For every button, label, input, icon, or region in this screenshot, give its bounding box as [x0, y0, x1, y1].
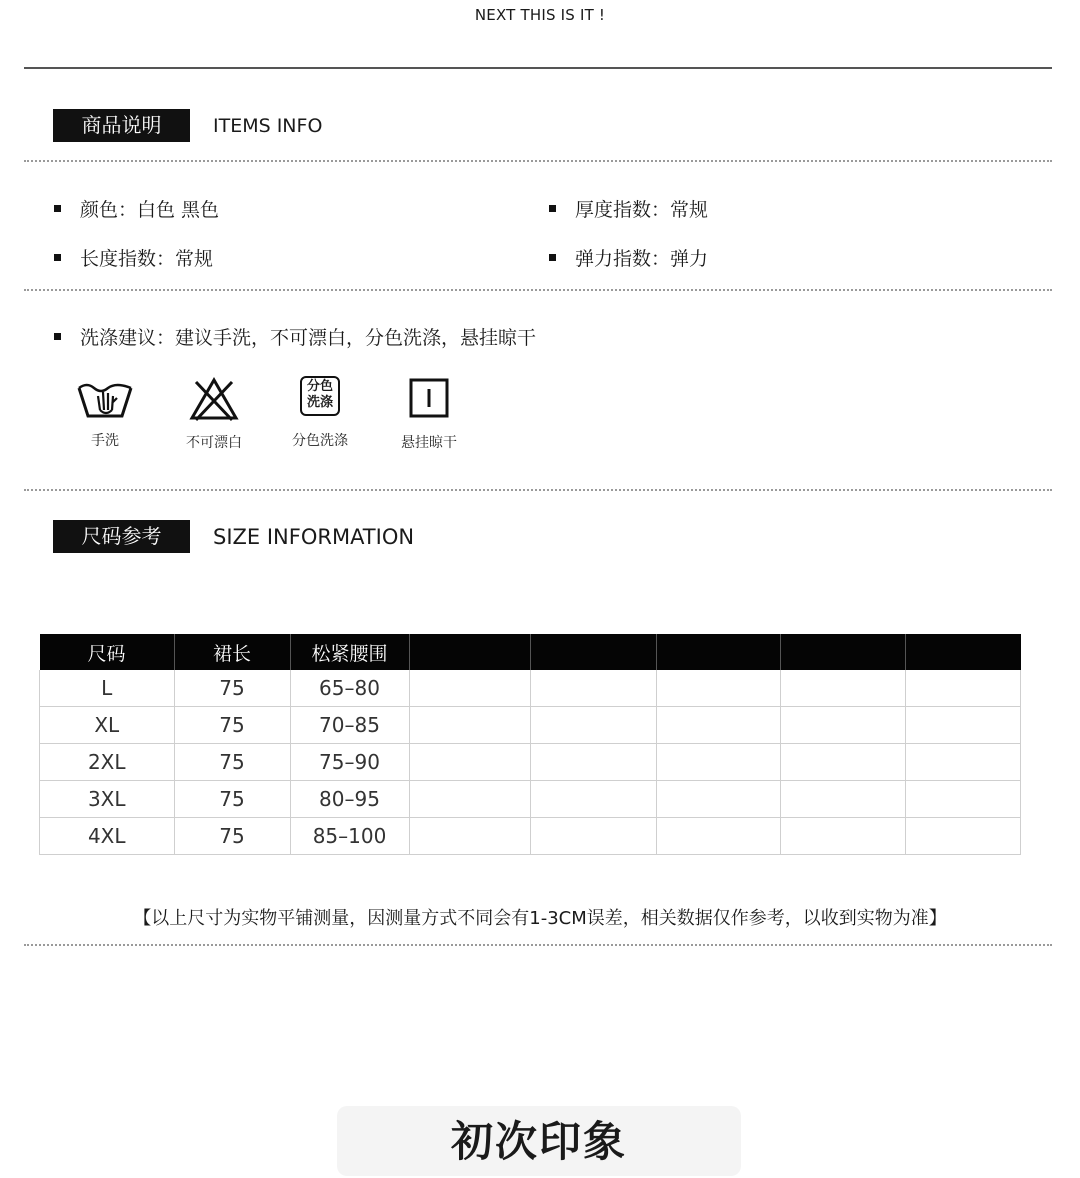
table-row	[40, 707, 1021, 744]
size-cell: L	[40, 670, 175, 707]
header-cell	[780, 634, 905, 670]
hang-dry-icon	[408, 376, 450, 420]
wash-advice-text: 洗涤建议：建议手洗，不可漂白，分色洗涤，悬挂晾干	[80, 327, 537, 349]
section-divider	[24, 944, 1052, 946]
bullet-icon	[549, 205, 556, 212]
banner-title: 初次印象	[450, 1117, 627, 1166]
size-cell: XL	[40, 707, 175, 744]
waist-cell: 70–85	[290, 707, 409, 744]
bullet-icon	[549, 254, 556, 261]
table-cell	[905, 744, 1021, 781]
size-cell: 2XL	[40, 744, 175, 781]
header-cell	[409, 634, 530, 670]
table-cell	[780, 818, 905, 855]
length-cell: 75	[174, 744, 290, 781]
table-cell	[780, 707, 905, 744]
table-cell	[530, 781, 656, 818]
care-label: 手洗	[91, 433, 119, 449]
bullet-icon	[54, 333, 61, 340]
size-info-title: SIZE INFORMATION	[213, 525, 415, 549]
table-cell	[656, 818, 780, 855]
table-cell	[530, 744, 656, 781]
table-cell	[656, 744, 780, 781]
separate-wash-icon	[300, 376, 340, 416]
waist-cell: 75–90	[290, 744, 409, 781]
length-cell: 75	[174, 707, 290, 744]
table-row	[40, 744, 1021, 781]
bullet-icon	[54, 254, 61, 261]
table-row	[40, 781, 1021, 818]
header-cell	[905, 634, 1021, 670]
separate-wash-icon-text: 洗涤	[306, 395, 333, 410]
table-cell	[530, 670, 656, 707]
bullet-icon	[54, 205, 61, 212]
header-cell	[656, 634, 780, 670]
care-item-hand-wash	[65, 376, 145, 450]
hand-wash-icon	[76, 376, 134, 424]
header-cell	[530, 634, 656, 670]
attribute-text: 弹力指数：弹力	[575, 248, 709, 270]
size-note: 【以上尺寸为实物平铺测量，因测量方式不同会有1-3CM误差，相关数据仅作参考，以收到实物为准】	[133, 908, 947, 929]
separate-wash-icon-text: 分色	[306, 379, 333, 394]
table-cell	[656, 670, 780, 707]
table-cell	[780, 781, 905, 818]
size-info-badge: 尺码参考	[53, 520, 190, 553]
table-cell	[409, 781, 530, 818]
header-cell: 松紧腰围	[290, 634, 409, 670]
header-divider	[24, 67, 1052, 69]
items-info-badge: 商品说明	[53, 109, 190, 142]
care-label: 悬挂晾干	[401, 435, 457, 451]
attribute-text: 长度指数：常规	[80, 248, 214, 270]
size-cell: 4XL	[40, 818, 175, 855]
impression-banner	[337, 1106, 741, 1176]
wash-advice	[54, 323, 536, 350]
attribute-length	[54, 244, 213, 271]
waist-cell: 65–80	[290, 670, 409, 707]
attribute-color	[54, 195, 219, 222]
page-title: NEXT THIS IS IT !	[474, 6, 606, 24]
section-divider	[24, 289, 1052, 291]
header-cell: 裙长	[174, 634, 290, 670]
table-cell	[656, 781, 780, 818]
table-cell	[409, 818, 530, 855]
care-label: 不可漂白	[186, 435, 242, 451]
table-cell	[780, 670, 905, 707]
items-info-title: ITEMS INFO	[213, 115, 323, 137]
care-item-hang-dry	[389, 376, 469, 452]
section-divider	[24, 160, 1052, 162]
attribute-text: 厚度指数：常规	[575, 199, 709, 221]
attribute-text: 颜色：白色 黑色	[80, 199, 220, 221]
care-item-no-bleach	[174, 376, 254, 452]
size-table	[39, 634, 1021, 855]
care-item-separate-wash	[280, 376, 360, 450]
table-cell	[905, 670, 1021, 707]
header-cell: 尺码	[40, 634, 175, 670]
table-cell	[530, 818, 656, 855]
waist-cell: 80–95	[290, 781, 409, 818]
size-cell: 3XL	[40, 781, 175, 818]
care-label: 分色洗涤	[292, 433, 348, 449]
length-cell: 75	[174, 781, 290, 818]
table-cell	[409, 707, 530, 744]
attribute-elasticity	[549, 244, 708, 271]
length-cell: 75	[174, 670, 290, 707]
table-cell	[905, 707, 1021, 744]
attribute-thickness	[549, 195, 708, 222]
table-row	[40, 818, 1021, 855]
table-cell	[530, 707, 656, 744]
table-cell	[905, 781, 1021, 818]
table-cell	[905, 818, 1021, 855]
table-cell	[409, 744, 530, 781]
size-table-header	[40, 634, 1021, 670]
section-divider	[24, 489, 1052, 491]
table-cell	[780, 744, 905, 781]
no-bleach-icon	[188, 376, 240, 424]
table-cell	[409, 670, 530, 707]
waist-cell: 85–100	[290, 818, 409, 855]
table-cell	[656, 707, 780, 744]
table-row	[40, 670, 1021, 707]
length-cell: 75	[174, 818, 290, 855]
